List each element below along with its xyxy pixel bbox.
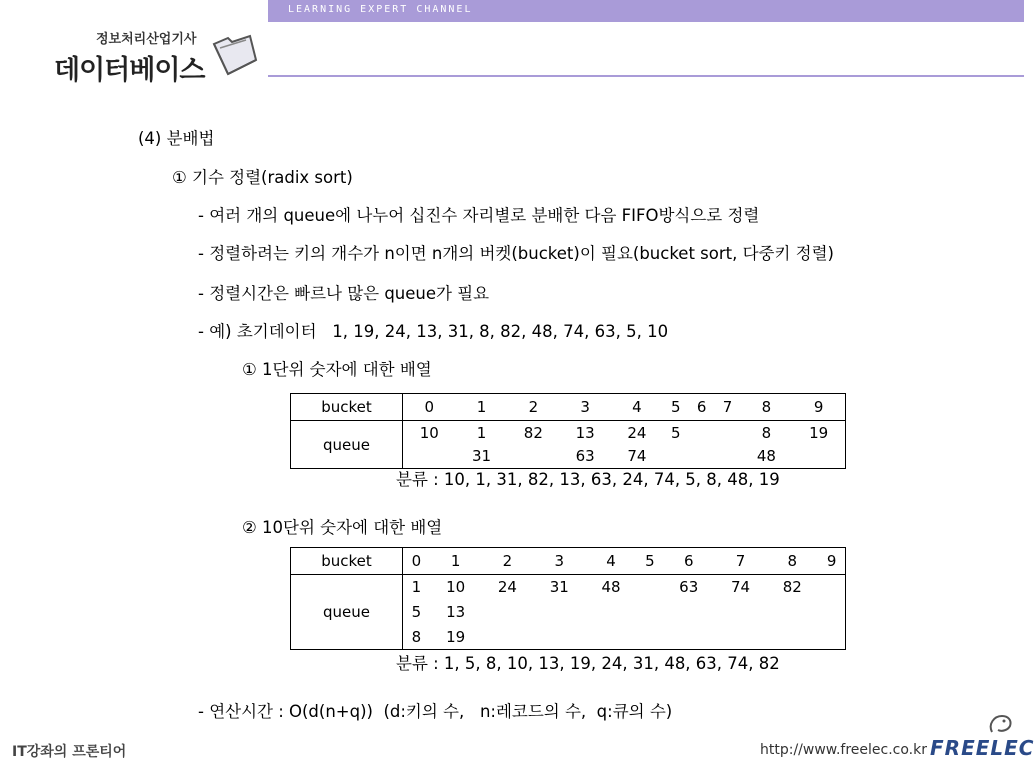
bucket-index: 2 bbox=[507, 394, 559, 421]
queue-cell bbox=[482, 600, 534, 625]
bucket-index: 6 bbox=[663, 548, 715, 575]
queue-cell: 10 bbox=[419, 423, 439, 442]
queue-cell: 13 bbox=[446, 603, 466, 621]
bucket-index: 5 bbox=[637, 548, 663, 575]
step2-heading: ② 10단위 숫자에 대한 배열 bbox=[242, 518, 443, 537]
bucket-index: 2 bbox=[482, 548, 534, 575]
queue-cell: 31 bbox=[471, 447, 492, 466]
queue-cell: 19 bbox=[809, 423, 829, 442]
queue-cell: 63 bbox=[575, 447, 595, 466]
queue-cell bbox=[818, 575, 845, 600]
bucket-index: 8 bbox=[741, 394, 793, 421]
queue-cell bbox=[715, 600, 767, 625]
queue-cell bbox=[715, 421, 741, 445]
queue-cell bbox=[766, 600, 818, 625]
bucket-index: 0 bbox=[403, 548, 430, 575]
bucket-label: bucket bbox=[291, 394, 403, 421]
complexity-note: - 연산시간 : O(d(n+q)) (d:키의 수, n:레코드의 수, q:큐의 수) bbox=[198, 702, 673, 721]
queue-cell: 5 bbox=[411, 603, 422, 621]
step1-result: 분류 : 10, 1, 31, 82, 13, 63, 24, 74, 5, 8, 48, 19 bbox=[396, 470, 780, 489]
queue-cell bbox=[663, 445, 689, 469]
queue-cell bbox=[637, 600, 663, 625]
subsection-heading: ① 기수 정렬(radix sort) bbox=[172, 168, 353, 187]
queue-cell bbox=[663, 625, 715, 650]
mascot-icon bbox=[986, 710, 1016, 738]
queue-cell: 1 bbox=[411, 578, 422, 597]
bucket-index: 1 bbox=[456, 394, 508, 421]
queue-cell: 19 bbox=[446, 627, 466, 646]
section-heading: (4) 분배법 bbox=[138, 129, 215, 148]
bucket-header-row bbox=[291, 548, 846, 575]
queue-cell: 13 bbox=[575, 423, 595, 442]
bucket-index: 8 bbox=[766, 548, 818, 575]
step1-heading: ① 1단위 숫자에 대한 배열 bbox=[242, 360, 432, 379]
step2-bucket-table bbox=[290, 547, 846, 650]
bucket-index: 7 bbox=[715, 548, 767, 575]
bucket-index: 3 bbox=[533, 548, 585, 575]
queue-cell bbox=[403, 445, 456, 469]
brand-logo: FREELEC bbox=[930, 736, 1034, 760]
queue-cell bbox=[715, 445, 741, 469]
queue-label: queue bbox=[291, 575, 403, 650]
bucket-index: 9 bbox=[818, 548, 845, 575]
queue-cell bbox=[715, 625, 767, 650]
queue-cell: 31 bbox=[549, 578, 569, 597]
queue-cell: 24 bbox=[627, 423, 647, 442]
queue-cell: 82 bbox=[782, 578, 802, 597]
queue-cell bbox=[637, 625, 663, 650]
queue-cell bbox=[507, 445, 559, 469]
queue-cell bbox=[818, 625, 845, 650]
queue-cell: 10 bbox=[446, 578, 466, 597]
queue-cell: 5 bbox=[671, 423, 681, 442]
folder-icon bbox=[210, 30, 260, 80]
bucket-index: 0 bbox=[403, 394, 456, 421]
queue-cell bbox=[818, 600, 845, 625]
queue-row bbox=[291, 421, 846, 445]
bucket-index: 9 bbox=[792, 394, 845, 421]
queue-cell bbox=[689, 421, 715, 445]
queue-cell: 8 bbox=[761, 423, 772, 442]
queue-cell: 24 bbox=[497, 578, 517, 597]
queue-cell: 1 bbox=[476, 423, 487, 442]
course-title: 데이터베이스 bbox=[54, 55, 205, 86]
queue-cell bbox=[637, 575, 663, 600]
header-banner bbox=[268, 0, 1024, 22]
queue-cell: 74 bbox=[730, 578, 751, 597]
queue-cell bbox=[585, 600, 637, 625]
queue-cell: 8 bbox=[411, 627, 422, 646]
bucket-index: 4 bbox=[611, 394, 663, 421]
queue-cell bbox=[663, 600, 715, 625]
bucket-index: 4 bbox=[585, 548, 637, 575]
bucket-index: 6 bbox=[689, 394, 715, 421]
queue-cell: 82 bbox=[523, 423, 543, 442]
header-divider bbox=[268, 75, 1024, 77]
queue-cell: 63 bbox=[679, 578, 699, 597]
step1-bucket-table bbox=[290, 393, 846, 469]
bucket-index: 3 bbox=[559, 394, 611, 421]
bucket-index: 1 bbox=[430, 548, 482, 575]
footer-url: http://www.freelec.co.kr bbox=[760, 742, 927, 758]
bucket-index: 7 bbox=[715, 394, 741, 421]
queue-cell bbox=[585, 625, 637, 650]
banner-text: LEARNING EXPERT CHANNEL bbox=[288, 4, 473, 15]
bullet-2: - 정렬하려는 키의 개수가 n이면 n개의 버켓(bucket)이 필요(bucket sort, 다중키 정렬) bbox=[198, 244, 834, 263]
bullet-3: - 정렬시간은 빠르나 많은 queue가 필요 bbox=[198, 284, 490, 303]
queue-cell bbox=[482, 625, 534, 650]
bullet-1: - 여러 개의 queue에 나누어 십진수 자리별로 분배한 다음 FIFO방식으로 정렬 bbox=[198, 206, 760, 225]
course-subtitle: 정보처리산업기사 bbox=[96, 32, 197, 47]
bucket-header-row bbox=[291, 394, 846, 421]
queue-cell bbox=[766, 625, 818, 650]
queue-cell bbox=[533, 625, 585, 650]
bucket-label: bucket bbox=[291, 548, 403, 575]
bullet-example: - 예) 초기데이터 1, 19, 24, 13, 31, 8, 82, 48, 74, 63, 5, 10 bbox=[198, 322, 669, 341]
queue-cell bbox=[792, 445, 845, 469]
queue-row bbox=[291, 575, 846, 600]
queue-cell: 48 bbox=[756, 447, 776, 466]
queue-cell: 74 bbox=[627, 447, 647, 466]
queue-label: queue bbox=[291, 421, 403, 469]
footer-slogan: IT강좌의 프론티어 bbox=[12, 744, 127, 760]
bucket-index: 5 bbox=[663, 394, 689, 421]
queue-cell bbox=[533, 600, 585, 625]
step2-result: 분류 : 1, 5, 8, 10, 13, 19, 24, 31, 48, 63, 74, 82 bbox=[396, 654, 780, 673]
queue-cell: 48 bbox=[601, 578, 621, 597]
queue-cell bbox=[689, 445, 715, 469]
